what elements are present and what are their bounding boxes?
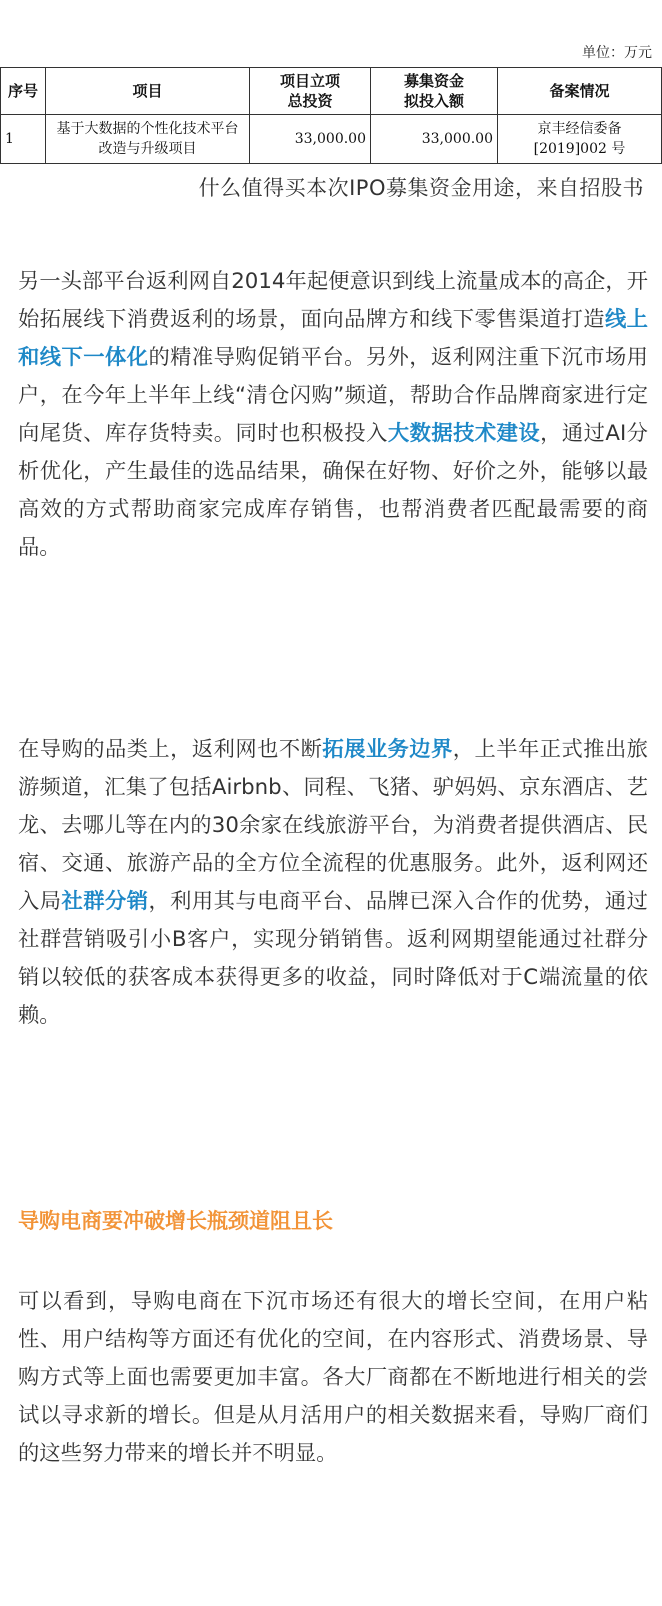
highlight-online-offline: 线上和线下一体化 [18,307,648,370]
cell-total-investment: 33,000.00 [250,115,371,164]
cell-raised-funds: 33,000.00 [371,115,498,164]
table-unit-label: 单位：万元 [582,45,652,61]
highlight-big-data: 大数据技术建设 [387,421,541,446]
header-total-investment: 项目立项 总投资 [250,68,371,115]
section-heading: 导购电商要冲破增长瓶颈道阻且长 [18,1209,333,1233]
table-header-row [1,68,662,115]
text-run: ，上半年正式推出旅游频道，汇集了包括Airbnb、同程、飞猪、驴妈妈、京东酒店、艺龙、去哪儿等在内的30余家在线旅游平台，为消费者提供酒店、民宿、交通、旅游产品的全方位全流程的优惠服务。此外，返利网还入局 [18,737,648,914]
text-run: 另一头部平台返利网自2014年起便意识到线上流量成本的高企，开始拓展线下消费返利的场景，面向品牌方和线下零售渠道打造 [18,269,648,332]
text-run: ，通过AI分析优化，产生最佳的选品结果，确保在好物、好价之外，能够以最高效的方式帮助商家完成库存销售，也帮消费者匹配最需要的商品。 [18,421,648,560]
text-run: 在导购的品类上，返利网也不断 [18,737,323,762]
highlight-business-boundary: 拓展业务边界 [322,737,453,762]
header-raised-funds: 募集资金 拟投入额 [371,68,498,115]
table-row [1,115,662,164]
paragraph-fanli-categories [18,731,648,1035]
cell-record: 京丰经信委备[2019]002 号 [498,115,662,164]
header-no: 序号 [1,68,46,115]
investment-table [0,67,662,164]
header-record: 备案情况 [498,68,662,115]
paragraph-fanli-offline [18,263,648,567]
highlight-community-distribution: 社群分销 [61,889,149,914]
paragraph-conclusion: 可以看到，导购电商在下沉市场还有很大的增长空间，在用户粘性、用户结构等方面还有优化的空间，在内容形式、消费场景、导购方式等上面也需要更加丰富。各大厂商都在不断地进行相关的尝试以寻求新的增长。但是从月活用户的相关数据来看，导购厂商们的这些努力带来的增长并不明显。 [18,1289,648,1466]
table-caption: 什么值得买本次IPO募集资金用途，来自招股书 [198,176,644,200]
cell-project: 基于大数据的个性化技术平台改造与升级项目 [46,115,250,164]
cell-no: 1 [1,115,46,164]
text-run: 的精准导购促销平台。另外，返利网注重下沉市场用户，在今年上半年上线“清仓闪购”频道，帮助合作品牌商家进行定向尾货、库存货特卖。同时也积极投入 [18,345,648,446]
text-run: ，利用其与电商平台、品牌已深入合作的优势，通过社群营销吸引小B客户，实现分销销售。返利网期望能通过社群分销以较低的获客成本获得更多的收益，同时降低对于C端流量的依赖。 [18,889,648,1028]
header-project: 项目 [46,68,250,115]
